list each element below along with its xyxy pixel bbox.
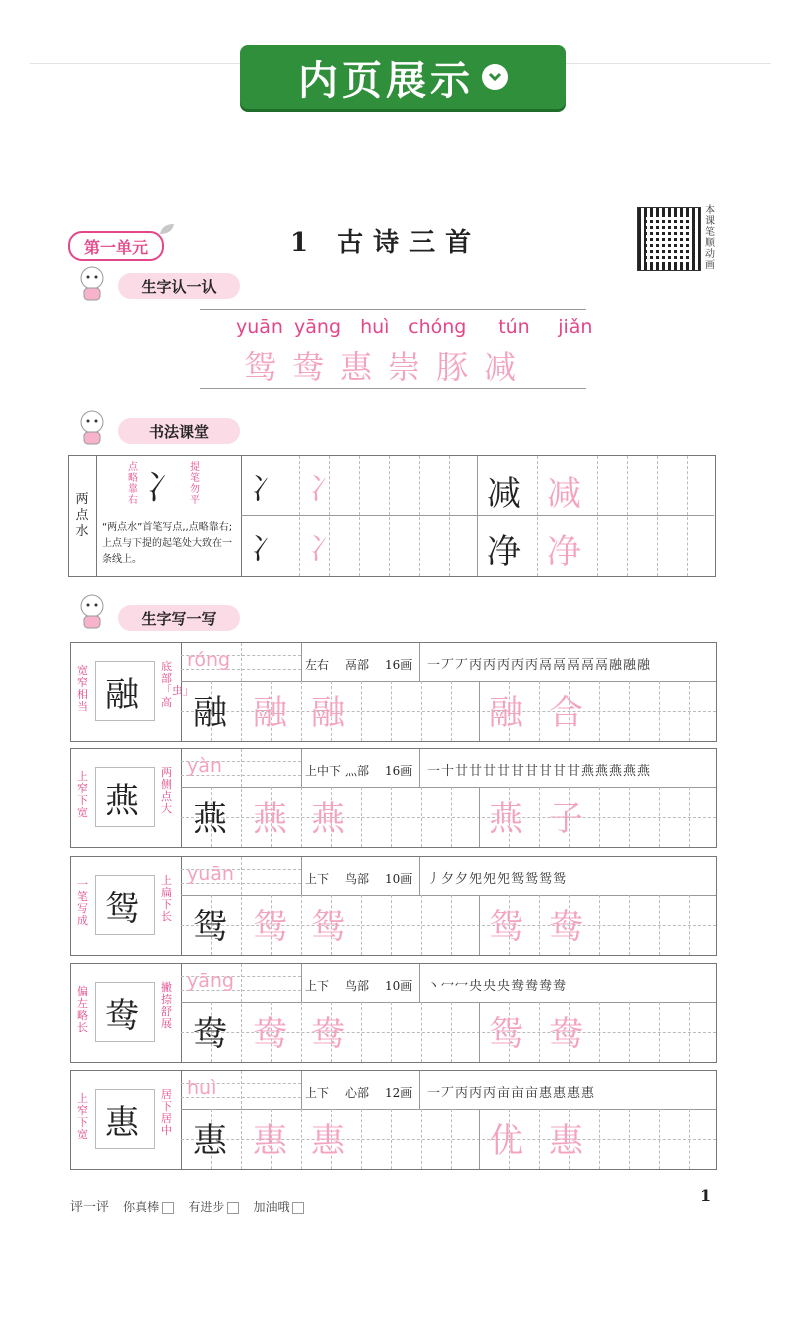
left-note: 宽窄相当 bbox=[77, 664, 88, 713]
radical-sample: 冫 bbox=[251, 532, 281, 567]
practice-row bbox=[70, 963, 717, 1063]
char-structure: 上下 bbox=[305, 872, 330, 886]
right-note: 底部「虫」高 bbox=[161, 660, 194, 709]
radical-trace: 冫 bbox=[309, 472, 339, 507]
model-char: 惠 bbox=[105, 1103, 139, 1143]
word-char-1: 鸳 bbox=[489, 1014, 523, 1054]
char-radical: 鸟部 bbox=[345, 872, 370, 886]
char-strokes: 12画 bbox=[385, 1086, 413, 1100]
trace-char: 融 bbox=[311, 693, 345, 733]
practice-row bbox=[70, 748, 717, 848]
sample-char: 融 bbox=[193, 693, 227, 733]
word-char-2: 合 bbox=[549, 693, 583, 733]
stroke-order: 丶冖冖央央央鸯鸯鸯鸯 bbox=[427, 979, 568, 994]
pinyin-jian: jiǎn bbox=[558, 316, 593, 338]
trace-char: 燕 bbox=[311, 799, 345, 839]
trace-char: 燕 bbox=[253, 799, 287, 839]
left-note: 偏左略长 bbox=[77, 985, 88, 1034]
char-pinyin: yuān bbox=[187, 863, 234, 885]
left-note: 上窄下宽 bbox=[77, 1092, 88, 1141]
word-char-1: 鸳 bbox=[489, 907, 523, 947]
sample-char: 鸯 bbox=[193, 1014, 227, 1054]
trace-char: 惠 bbox=[311, 1121, 345, 1161]
char-row bbox=[244, 342, 532, 388]
pinyin-row bbox=[236, 316, 608, 338]
trace-char: 鸳 bbox=[311, 907, 345, 947]
chevron-down-icon bbox=[482, 64, 508, 90]
page-number: 1 bbox=[700, 1186, 712, 1205]
char-yuan: 鸳 bbox=[244, 348, 293, 386]
banner-title: 内页展示 bbox=[298, 57, 474, 104]
rating-option: 你真棒 bbox=[123, 1200, 160, 1214]
word-char-1: 燕 bbox=[489, 799, 523, 839]
char-tun: 豚 bbox=[436, 348, 485, 386]
checkbox[interactable] bbox=[292, 1202, 304, 1214]
example-char: 净 bbox=[487, 532, 521, 572]
word-char-1: 优 bbox=[489, 1121, 523, 1161]
practice-row bbox=[70, 1070, 717, 1170]
char-jian: 减 bbox=[484, 348, 533, 386]
char-structure: 上下 bbox=[305, 1086, 330, 1100]
sample-char: 惠 bbox=[193, 1121, 227, 1161]
char-strokes: 16画 bbox=[385, 764, 413, 778]
model-char: 燕 bbox=[105, 781, 139, 821]
char-yang: 鸯 bbox=[292, 348, 341, 386]
stroke-order: 一丆丙丙丙亩亩亩惠惠惠惠 bbox=[427, 1086, 596, 1101]
note-right: 提笔勿平 bbox=[190, 462, 200, 506]
section-write: 生字写一写 bbox=[118, 605, 240, 631]
checkbox[interactable] bbox=[227, 1202, 239, 1214]
footer-rating bbox=[70, 1196, 304, 1215]
right-note: 上扁下长 bbox=[161, 874, 172, 923]
char-radical: 心部 bbox=[345, 1086, 370, 1100]
char-pinyin: yàn bbox=[187, 755, 222, 777]
right-note: 撇捺舒展 bbox=[161, 981, 172, 1030]
calligraphy-description: “两点水”首笔写点,,点略靠右;上点与下提的起笔处大致在一条线上。 bbox=[102, 522, 233, 565]
trace-char: 鸯 bbox=[311, 1014, 345, 1054]
pinyin-chong: chóng bbox=[408, 316, 467, 338]
char-pinyin: huì bbox=[187, 1077, 217, 1099]
leaf-icon bbox=[158, 222, 176, 236]
model-char: 鸯 bbox=[105, 996, 139, 1036]
right-note: 两侧点大 bbox=[161, 766, 172, 815]
char-strokes: 10画 bbox=[385, 872, 413, 886]
lesson-title: 1 古诗三首 bbox=[290, 228, 482, 258]
char-radical: 灬部 bbox=[345, 764, 370, 778]
char-radical: 鸟部 bbox=[345, 979, 370, 993]
left-note: 上窄下宽 bbox=[77, 770, 88, 819]
example-trace: 净 bbox=[547, 532, 581, 572]
char-strokes: 10画 bbox=[385, 979, 413, 993]
char-structure: 上下 bbox=[305, 979, 330, 993]
cat-mascot-icon bbox=[72, 264, 112, 302]
right-note: 居下居中 bbox=[161, 1088, 172, 1137]
word-char-2: 惠 bbox=[549, 1121, 583, 1161]
pinyin-yuan: yuān bbox=[236, 316, 283, 338]
char-structure: 上中下 bbox=[305, 764, 342, 778]
calligraphy-box bbox=[68, 455, 716, 577]
char-hui: 惠 bbox=[340, 348, 389, 386]
example-trace: 减 bbox=[547, 474, 581, 514]
pinyin-tun: tún bbox=[498, 316, 530, 338]
cat-mascot-icon bbox=[72, 592, 112, 630]
trace-char: 融 bbox=[253, 693, 287, 733]
rule-bottom bbox=[200, 388, 586, 389]
rating-option: 有进步 bbox=[188, 1200, 225, 1214]
checkbox[interactable] bbox=[162, 1202, 174, 1214]
left-note: 一笔写成 bbox=[77, 878, 88, 927]
word-char-2: 鸯 bbox=[549, 1014, 583, 1054]
model-char: 鸳 bbox=[105, 889, 139, 929]
word-char-2: 鸯 bbox=[549, 907, 583, 947]
sample-char: 鸳 bbox=[193, 907, 227, 947]
word-char-2: 子 bbox=[549, 799, 583, 839]
practice-row bbox=[70, 642, 717, 742]
stroke-order: 一十廿廿廿廿甘甘甘甘甘燕燕燕燕燕 bbox=[427, 764, 652, 779]
char-strokes: 16画 bbox=[385, 658, 413, 672]
pinyin-hui: huì bbox=[360, 316, 390, 338]
trace-char: 鸳 bbox=[253, 907, 287, 947]
char-chong: 崇 bbox=[388, 348, 437, 386]
calligraphy-label: 两点水 bbox=[75, 492, 89, 539]
rating-option: 加油哦 bbox=[253, 1200, 290, 1214]
char-radical: 鬲部 bbox=[345, 658, 370, 672]
example-char: 减 bbox=[487, 474, 521, 514]
stroke-order: 一丆丆丙丙丙丙丙鬲鬲鬲鬲鬲融融融 bbox=[427, 658, 652, 673]
section-recognize: 生字认一认 bbox=[118, 273, 240, 299]
trace-char: 惠 bbox=[253, 1121, 287, 1161]
rating-label: 评一评 bbox=[70, 1200, 110, 1215]
note-left: 点略靠右 bbox=[128, 462, 138, 506]
banner-rule-right bbox=[566, 63, 771, 64]
sample-char: 燕 bbox=[193, 799, 227, 839]
pinyin-yang: yāng bbox=[294, 316, 342, 338]
word-char-1: 融 bbox=[489, 693, 523, 733]
banner bbox=[240, 45, 566, 109]
unit-badge: 第一单元 bbox=[68, 231, 164, 261]
radical-trace: 冫 bbox=[309, 532, 339, 567]
qr-note: 本课笔顺动画 bbox=[705, 205, 715, 271]
radical-sample: 冫 bbox=[251, 472, 281, 507]
practice-row bbox=[70, 856, 717, 956]
stroke-order: 丿夕夕夗夗夗鸳鸳鸳鸳 bbox=[427, 872, 568, 887]
qr-code[interactable] bbox=[637, 207, 701, 271]
char-structure: 左右 bbox=[305, 658, 330, 672]
model-char: 融 bbox=[105, 675, 139, 715]
cat-mascot-icon bbox=[72, 408, 112, 446]
section-calligraphy: 书法课堂 bbox=[118, 418, 240, 444]
rule-top bbox=[200, 309, 586, 310]
banner-rule-left bbox=[30, 63, 240, 64]
trace-char: 鸯 bbox=[253, 1014, 287, 1054]
char-pinyin: róng bbox=[187, 649, 231, 671]
char-pinyin: yāng bbox=[187, 970, 234, 992]
radical-demo: 冫 bbox=[146, 468, 180, 508]
